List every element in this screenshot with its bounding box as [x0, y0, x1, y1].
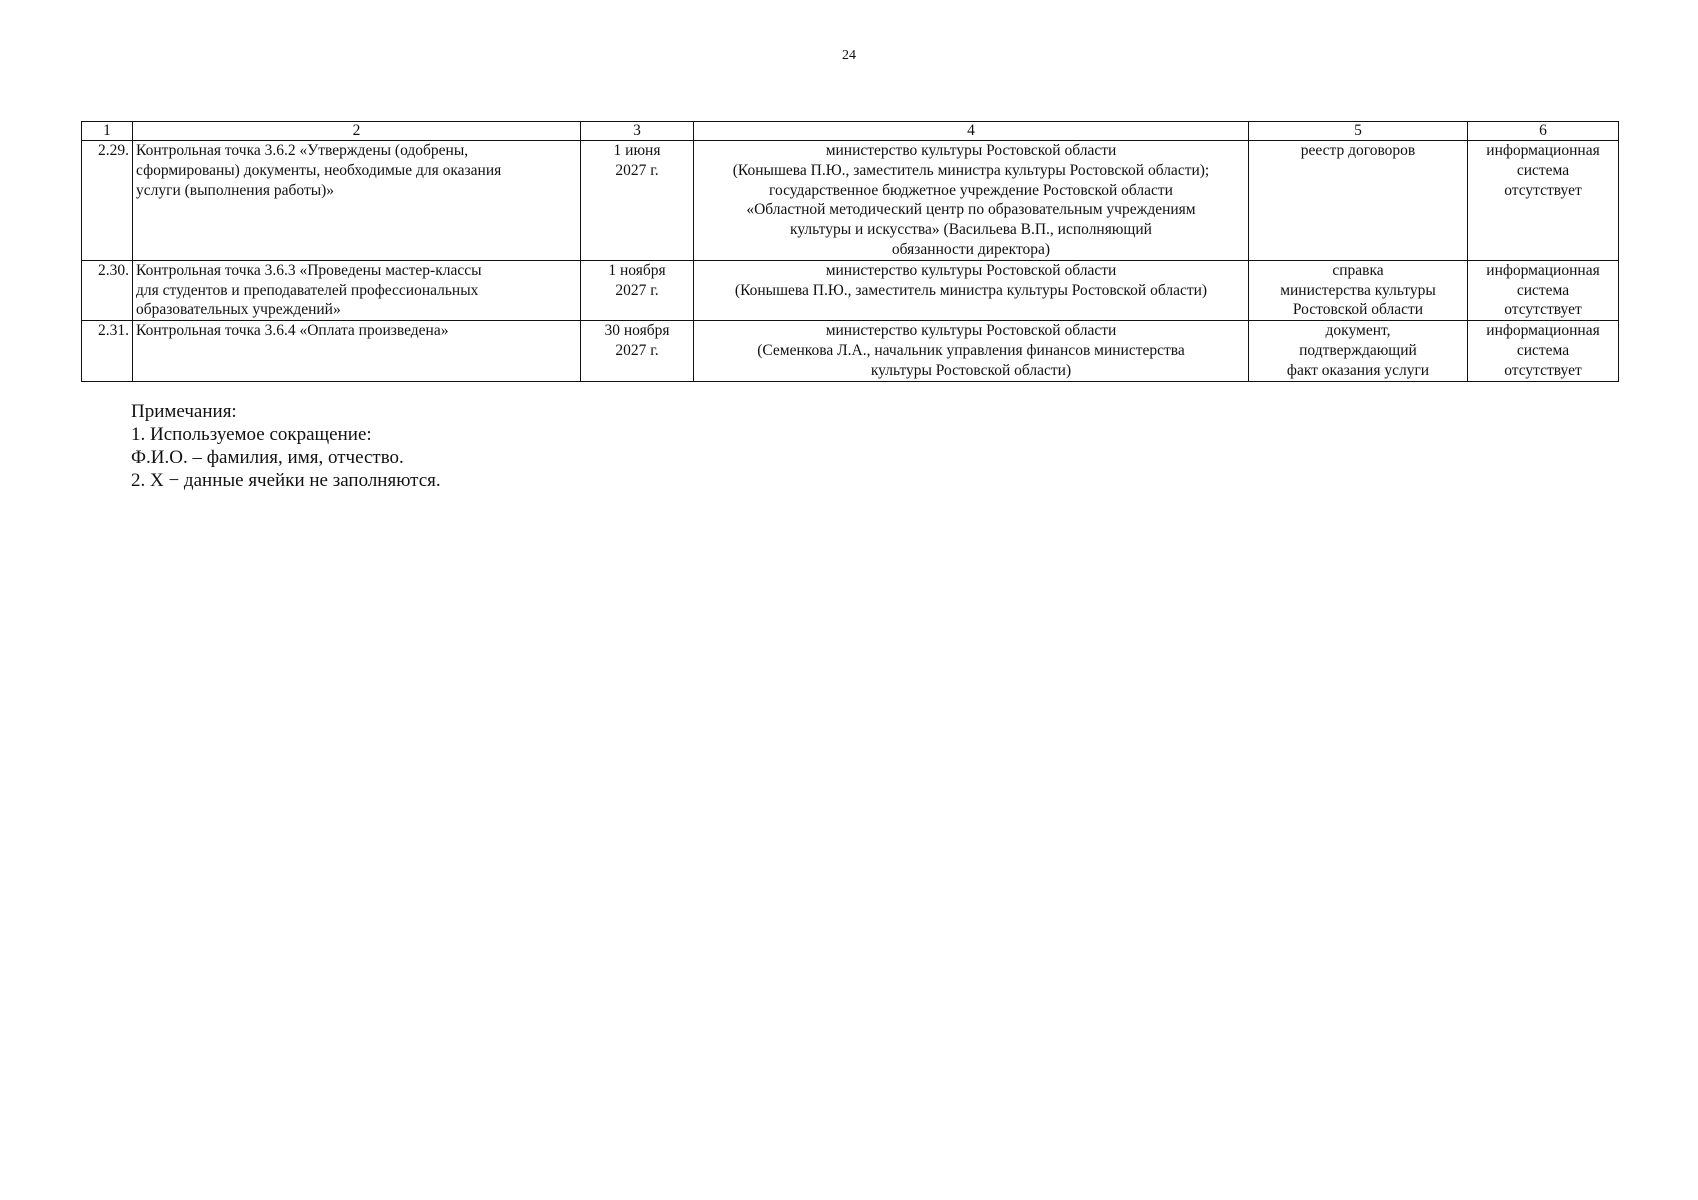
deadline-date-text: 30 ноября 2027 г. — [604, 322, 670, 359]
responsible-executor — [694, 321, 1249, 381]
page-number: 24 — [842, 48, 856, 63]
control-points-table — [81, 121, 1619, 382]
column-number-header: 3 — [581, 122, 694, 141]
responsible-executor-text: министерство культуры Ростовской области (Конышева П.Ю., заместитель министра культуры Ростовской области) — [734, 261, 1208, 299]
column-number-header: 6 — [1468, 122, 1619, 141]
information-system — [1468, 260, 1619, 320]
control-point-name — [133, 321, 581, 381]
deadline-date-text: 1 ноября 2027 г. — [608, 261, 666, 299]
table-row — [82, 260, 1619, 320]
notes-section — [131, 400, 441, 492]
responsible-executor — [694, 141, 1249, 261]
row-number: 2.30. — [82, 260, 133, 320]
notes-title: Примечания: — [131, 401, 237, 422]
column-number-header: 5 — [1249, 122, 1468, 141]
deadline-date — [581, 260, 694, 320]
confirming-document — [1249, 141, 1468, 261]
deadline-date — [581, 321, 694, 381]
control-point-name — [133, 141, 581, 261]
confirming-document — [1249, 321, 1468, 381]
information-system — [1468, 141, 1619, 261]
control-point-name-text: Контрольная точка 3.6.3 «Проведены мастер-классы для студентов и преподавателей профессиональных образовательных учреждений» — [136, 261, 482, 319]
responsible-executor — [694, 260, 1249, 320]
column-number-header: 4 — [694, 122, 1249, 141]
confirming-document — [1249, 260, 1468, 320]
table-row — [82, 141, 1619, 261]
control-point-name-text: Контрольная точка 3.6.4 «Оплата произведена» — [136, 322, 449, 340]
note-abbreviation-definition: Ф.И.О. – фамилия, имя, отчество. — [131, 447, 404, 468]
note-empty-cells: 2. X − данные ячейки не заполняются. — [131, 470, 441, 491]
information-system-text: информационная система отсутствует — [1486, 322, 1600, 379]
information-system-text: информационная система отсутствует — [1486, 261, 1600, 319]
table-row — [82, 321, 1619, 381]
row-number: 2.31. — [82, 321, 133, 381]
responsible-executor-text: министерство культуры Ростовской области (Конышева П.Ю., заместитель министра культуры Ростовской области); государственное бюджетное учреждение Ростовской области «Областной методический центр по образовательным учреждениям культуры и искусства» (Васильева В.П., исполняющий обязанности директора) — [732, 142, 1210, 258]
table-header-row — [82, 122, 1619, 141]
column-number-header: 2 — [133, 122, 581, 141]
responsible-executor-text: министерство культуры Ростовской области (Семенкова Л.А., начальник управления финансов министерства культуры Ростовской области) — [757, 322, 1185, 379]
information-system — [1468, 321, 1619, 381]
confirming-document-text: документ, подтверждающий факт оказания услуги — [1286, 322, 1430, 379]
information-system-text: информационная система отсутствует — [1486, 142, 1600, 199]
deadline-date — [581, 141, 694, 261]
confirming-document-text: справка министерства культуры Ростовской области — [1280, 261, 1436, 319]
confirming-document-text: реестр договоров — [1300, 142, 1416, 159]
row-number: 2.29. — [82, 141, 133, 261]
deadline-date-text: 1 июня 2027 г. — [613, 142, 661, 179]
note-abbreviation-heading: 1. Используемое сокращение: — [131, 424, 372, 445]
column-number-header: 1 — [82, 122, 133, 141]
control-point-name — [133, 260, 581, 320]
control-point-name-text: Контрольная точка 3.6.2 «Утверждены (одобрены, сформированы) документы, необходимые для оказания услуги (выполнения работы)» — [136, 142, 502, 199]
